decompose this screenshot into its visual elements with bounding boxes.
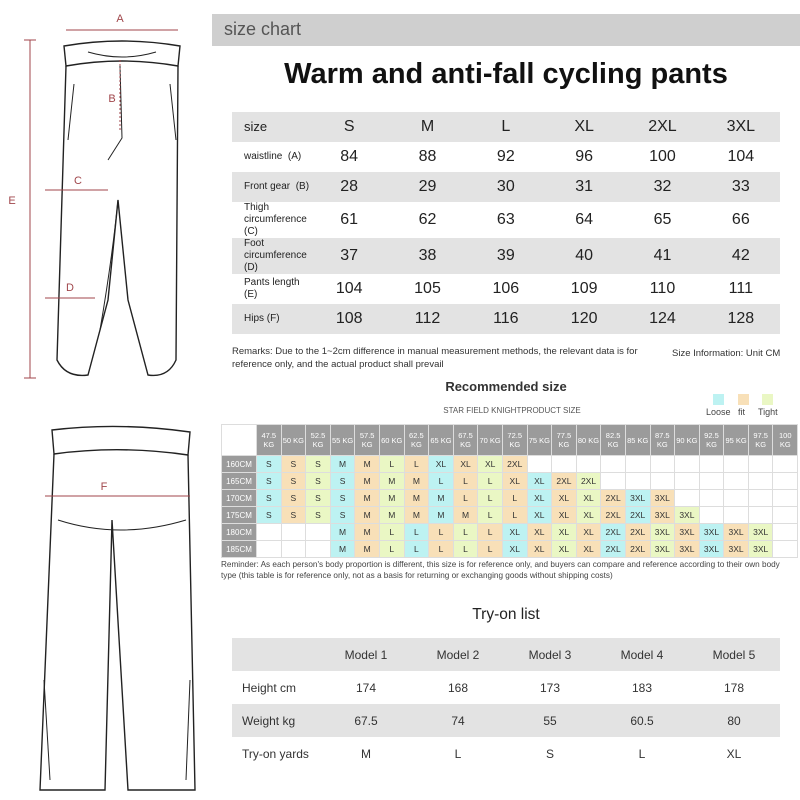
tryon-row-label: Weight kg: [232, 704, 320, 737]
height-row: [222, 524, 798, 541]
weight-header-cell: 60 KG: [379, 425, 404, 456]
size-cell: [748, 490, 773, 507]
height-header-cell: 170CM: [222, 490, 257, 507]
size-cell: [724, 507, 749, 524]
size-cell: M: [355, 541, 380, 558]
size-cell: S: [306, 473, 331, 490]
height-header-cell: 165CM: [222, 473, 257, 490]
tryon-value-cell: 174: [355, 680, 377, 695]
size-cell: S: [306, 507, 331, 524]
size-cell: XL: [429, 456, 454, 473]
size-cell: [748, 507, 773, 524]
weight-header-cell: 72.5 KG: [502, 425, 527, 456]
tryon-row: [232, 737, 780, 770]
size-cell: [675, 473, 700, 490]
size-cell: M: [429, 507, 454, 524]
size-header-cell: L: [467, 112, 545, 142]
size-value-cell: 88: [418, 148, 437, 165]
size-cell: S: [281, 456, 306, 473]
tryon-value-cell: 173: [539, 680, 561, 695]
size-cell: [625, 473, 650, 490]
size-cell: M: [355, 490, 380, 507]
size-header-cell: 2XL: [623, 112, 701, 142]
size-cell: L: [404, 541, 429, 558]
size-cell: XL: [502, 524, 527, 541]
size-value-cell: 84: [340, 148, 359, 165]
size-header-cell: S: [310, 112, 388, 142]
size-row: [232, 172, 780, 202]
size-cell: [724, 456, 749, 473]
size-cell: [699, 473, 724, 490]
size-value-cell: 104: [335, 280, 363, 297]
weight-header-cell: 55 KG: [330, 425, 355, 456]
size-cell: L: [453, 473, 478, 490]
size-cell: XL: [552, 524, 577, 541]
page-title: Warm and anti-fall cycling pants: [284, 58, 728, 90]
size-cell: XL: [502, 541, 527, 558]
weight-header-cell: 92.5 KG: [699, 425, 724, 456]
size-cell: XL: [576, 490, 601, 507]
size-cell: [675, 490, 700, 507]
size-cell: [773, 456, 798, 473]
size-cell: XL: [576, 507, 601, 524]
size-cell: 3XL: [625, 490, 650, 507]
height-row: [222, 507, 798, 524]
size-cell: [306, 541, 331, 558]
size-value-cell: 32: [623, 172, 701, 202]
size-cell: L: [429, 524, 454, 541]
size-cell: M: [404, 473, 429, 490]
size-cell: 2XL: [625, 541, 650, 558]
size-cell: S: [281, 507, 306, 524]
size-cell: M: [379, 507, 404, 524]
label-b: B: [108, 93, 116, 105]
size-cell: [773, 507, 798, 524]
legend-fit: fit: [738, 394, 749, 417]
size-cell: S: [306, 456, 331, 473]
size-cell: M: [379, 490, 404, 507]
pants-diagrams: [0, 0, 212, 800]
size-header-row: [232, 112, 780, 142]
size-cell: 3XL: [675, 524, 700, 541]
tryon-value-cell: XL: [726, 746, 742, 761]
size-cell: [552, 456, 577, 473]
recommended-size-table: [221, 424, 798, 558]
size-cell: L: [379, 524, 404, 541]
size-cell: M: [355, 524, 380, 541]
size-cell: 3XL: [748, 524, 773, 541]
size-cell: [281, 524, 306, 541]
size-value-cell: 110: [649, 280, 676, 297]
size-value-cell: 109: [570, 280, 598, 297]
tryon-value-cell: 178: [723, 680, 745, 695]
weight-header-cell: 62.5 KG: [404, 425, 429, 456]
size-cell: [748, 456, 773, 473]
height-header-cell: 175CM: [222, 507, 257, 524]
size-cell: L: [502, 490, 527, 507]
corner-cell: [222, 425, 257, 456]
size-cell: L: [478, 507, 503, 524]
size-cell: 3XL: [675, 541, 700, 558]
size-cell: M: [330, 524, 355, 541]
weight-header-cell: 80 KG: [576, 425, 601, 456]
size-cell: XL: [502, 473, 527, 490]
weight-header-cell: 75 KG: [527, 425, 552, 456]
size-cell: M: [355, 507, 380, 524]
tryon-value-cell: 74: [412, 704, 504, 737]
size-cell: L: [404, 524, 429, 541]
size-cell: L: [379, 541, 404, 558]
tryon-row: [232, 704, 780, 737]
weight-header-cell: 87.5 KG: [650, 425, 675, 456]
size-value-cell: 42: [702, 238, 780, 274]
size-cell: L: [478, 524, 503, 541]
size-cell: L: [478, 473, 503, 490]
size-value-cell: 64: [575, 211, 594, 228]
size-cell: M: [429, 490, 454, 507]
height-row: [222, 456, 798, 473]
section-header-bar: [212, 14, 800, 46]
size-cell: XL: [576, 541, 601, 558]
size-value-cell: 106: [492, 280, 520, 297]
size-cell: [773, 541, 798, 558]
size-cell: 3XL: [675, 507, 700, 524]
tryon-model-header: Model 3: [504, 638, 596, 671]
tryon-value-cell: 80: [688, 704, 780, 737]
size-cell: XL: [527, 507, 552, 524]
size-value-cell: 37: [310, 238, 388, 274]
size-value-cell: 112: [388, 304, 466, 334]
weight-header-cell: 65 KG: [429, 425, 454, 456]
weight-header-cell: 97.5 KG: [748, 425, 773, 456]
size-row: [232, 202, 780, 238]
size-cell: XL: [552, 541, 577, 558]
size-cell: L: [478, 490, 503, 507]
size-value-cell: 40: [545, 238, 623, 274]
size-value-cell: 116: [467, 304, 545, 334]
size-value-cell: 65: [653, 211, 672, 228]
tryon-model-header: Model 2: [412, 638, 504, 671]
size-cell: [699, 490, 724, 507]
size-cell: XL: [527, 490, 552, 507]
weight-header-cell: 100 KG: [773, 425, 798, 456]
size-value-cell: 63: [496, 211, 515, 228]
size-value-cell: 29: [388, 172, 466, 202]
height-header-cell: 180CM: [222, 524, 257, 541]
weight-header-cell: 50 KG: [281, 425, 306, 456]
size-cell: 2XL: [576, 473, 601, 490]
size-cell: [601, 473, 626, 490]
size-row-label: waistline (A): [244, 151, 302, 162]
legend-loose: Loose: [706, 394, 731, 417]
size-cell: XL: [478, 456, 503, 473]
size-value-cell: 33: [702, 172, 780, 202]
tryon-value-cell: L: [454, 746, 462, 761]
tryon-value-cell: 60.5: [596, 704, 688, 737]
tryon-value-cell: 67.5: [320, 704, 412, 737]
size-cell: 2XL: [552, 473, 577, 490]
size-header-cell: XL: [545, 112, 623, 142]
tryon-corner: [232, 638, 320, 671]
weight-header-cell: 70 KG: [478, 425, 503, 456]
size-cell: 3XL: [650, 490, 675, 507]
tryon-row: [232, 671, 780, 704]
size-value-cell: 39: [467, 238, 545, 274]
size-value-cell: 28: [310, 172, 388, 202]
weight-header-cell: 77.5 KG: [552, 425, 577, 456]
size-value-cell: 128: [702, 304, 780, 334]
size-cell: [601, 456, 626, 473]
size-cell: [773, 524, 798, 541]
size-cell: L: [379, 456, 404, 473]
size-cell: [773, 490, 798, 507]
size-row: [232, 142, 780, 172]
size-cell: XL: [552, 507, 577, 524]
size-cell: [724, 490, 749, 507]
label-d: D: [66, 282, 74, 294]
size-cell: 3XL: [724, 541, 749, 558]
size-cell: S: [281, 473, 306, 490]
size-header-cell: 3XL: [702, 112, 780, 142]
size-cell: S: [330, 473, 355, 490]
legend-tight: Tight: [758, 394, 778, 417]
size-cell: [281, 541, 306, 558]
size-value-cell: 31: [545, 172, 623, 202]
height-row: [222, 541, 798, 558]
size-cell: [257, 541, 282, 558]
size-cell: L: [404, 456, 429, 473]
tryon-table: [232, 638, 780, 770]
size-value-cell: 38: [388, 238, 466, 274]
tryon-model-header: Model 5: [688, 638, 780, 671]
size-cell: 3XL: [699, 541, 724, 558]
size-cell: 3XL: [724, 524, 749, 541]
size-value-cell: 124: [623, 304, 701, 334]
size-cell: S: [257, 456, 282, 473]
size-row-label: Thigh circumference (C): [244, 202, 307, 237]
size-cell: M: [330, 541, 355, 558]
size-cell: M: [379, 473, 404, 490]
size-cell: [650, 456, 675, 473]
size-row: [232, 274, 780, 304]
size-value-cell: 62: [418, 211, 437, 228]
size-row: [232, 238, 780, 274]
size-value-cell: 61: [340, 211, 359, 228]
unit-info: Size Information: Unit CM: [672, 348, 781, 359]
size-cell: [576, 456, 601, 473]
size-value-cell: 104: [727, 148, 755, 165]
size-value-cell: 92: [496, 148, 515, 165]
size-table: [232, 112, 780, 334]
size-cell: L: [429, 473, 454, 490]
size-cell: XL: [552, 490, 577, 507]
size-row-label: Pants length (E): [244, 277, 300, 300]
tryon-value-cell: 55: [504, 704, 596, 737]
label-f: F: [100, 481, 108, 493]
size-cell: [625, 456, 650, 473]
size-cell: M: [330, 456, 355, 473]
size-cell: L: [478, 541, 503, 558]
height-header-cell: 160CM: [222, 456, 257, 473]
label-c: C: [74, 175, 82, 187]
size-value-cell: 105: [414, 280, 441, 297]
size-cell: S: [257, 473, 282, 490]
size-cell: S: [330, 490, 355, 507]
size-cell: M: [355, 456, 380, 473]
size-cell: 2XL: [625, 507, 650, 524]
height-row: [222, 473, 798, 490]
size-cell: [724, 473, 749, 490]
size-cell: [527, 456, 552, 473]
height-row: [222, 490, 798, 507]
tryon-value-cell: L: [638, 746, 646, 761]
size-cell: 2XL: [601, 490, 626, 507]
size-cell: L: [453, 490, 478, 507]
tryon-model-header: Model 1: [320, 638, 412, 671]
size-cell: S: [257, 507, 282, 524]
tryon-value-cell: S: [545, 746, 554, 761]
tryon-title: Try-on list: [472, 606, 540, 623]
pants-back-drawing: [40, 426, 195, 790]
weight-header-cell: 67.5 KG: [453, 425, 478, 456]
size-value-cell: 66: [731, 211, 750, 228]
size-row-label: Foot circumference (D): [232, 238, 310, 274]
recommended-subtitle: STAR FIELD KNIGHTPRODUCT SIZE: [443, 406, 581, 415]
weight-header-cell: 52.5 KG: [306, 425, 331, 456]
size-cell: L: [453, 524, 478, 541]
tryon-header-row: [232, 638, 780, 671]
size-cell: [650, 473, 675, 490]
size-row-label: Hips (F): [232, 304, 310, 334]
size-cell: [675, 456, 700, 473]
size-cell: [699, 507, 724, 524]
size-cell: 2XL: [601, 541, 626, 558]
size-cell: 3XL: [650, 541, 675, 558]
weight-header-cell: 47.5 KG: [257, 425, 282, 456]
height-header-cell: 185CM: [222, 541, 257, 558]
size-cell: 2XL: [502, 456, 527, 473]
size-cell: XL: [576, 524, 601, 541]
size-cell: S: [257, 490, 282, 507]
weight-header-cell: 85 KG: [625, 425, 650, 456]
size-cell: XL: [453, 456, 478, 473]
size-value-cell: 96: [575, 148, 594, 165]
size-cell: S: [281, 490, 306, 507]
size-cell: S: [306, 490, 331, 507]
size-cell: [306, 524, 331, 541]
size-value-cell: 108: [310, 304, 388, 334]
tryon-row-label: Try-on yards: [242, 746, 309, 761]
size-row: [232, 304, 780, 334]
tryon-value-cell: 183: [631, 680, 653, 695]
size-cell: L: [502, 507, 527, 524]
size-cell: XL: [527, 473, 552, 490]
size-row-label: Front gear (B): [232, 172, 310, 202]
size-header-label: size: [232, 112, 310, 142]
size-cell: 3XL: [650, 507, 675, 524]
size-cell: XL: [527, 541, 552, 558]
size-cell: [773, 473, 798, 490]
size-cell: M: [404, 490, 429, 507]
size-value-cell: 120: [545, 304, 623, 334]
size-cell: 3XL: [650, 524, 675, 541]
label-e: E: [8, 195, 16, 207]
size-header-cell: M: [388, 112, 466, 142]
size-cell: 3XL: [699, 524, 724, 541]
weight-header-row: [222, 425, 798, 456]
tryon-row-label: Height cm: [242, 680, 297, 695]
tryon-model-header: Model 4: [596, 638, 688, 671]
size-cell: M: [355, 473, 380, 490]
size-value-cell: 41: [623, 238, 701, 274]
size-cell: M: [404, 507, 429, 524]
size-cell: 2XL: [625, 524, 650, 541]
size-cell: L: [453, 541, 478, 558]
pants-front-drawing: [57, 41, 180, 375]
tryon-value-cell: M: [361, 746, 371, 761]
section-header-label: size chart: [224, 19, 302, 39]
size-value-cell: 100: [649, 148, 676, 165]
tryon-value-cell: 168: [447, 680, 469, 695]
size-cell: 2XL: [601, 524, 626, 541]
remarks-text: Remarks: Due to the 1~2cm difference in manual measurement methods, the relevant data is for reference only, and the actual product shall prevail: [232, 346, 638, 370]
weight-header-cell: 82.5 KG: [601, 425, 626, 456]
size-cell: XL: [527, 524, 552, 541]
size-value-cell: 111: [728, 280, 753, 297]
size-cell: S: [330, 507, 355, 524]
size-value-cell: 30: [467, 172, 545, 202]
size-cell: [699, 456, 724, 473]
weight-header-cell: 95 KG: [724, 425, 749, 456]
size-cell: [257, 524, 282, 541]
weight-header-cell: 57.5 KG: [355, 425, 380, 456]
size-cell: 2XL: [601, 507, 626, 524]
reminder-text: Reminder: As each person's body proportion is different, this size is for reference only, and buyers can compare and reference according to their own body type (this table is for reference only, not as a basis for returning or exchanging goods without shipping costs): [221, 560, 780, 580]
size-cell: [748, 473, 773, 490]
label-a: A: [116, 13, 124, 25]
recommended-title: Recommended size: [445, 379, 567, 394]
size-cell: 3XL: [748, 541, 773, 558]
size-cell: L: [429, 541, 454, 558]
weight-header-cell: 90 KG: [675, 425, 700, 456]
size-cell: M: [453, 507, 478, 524]
